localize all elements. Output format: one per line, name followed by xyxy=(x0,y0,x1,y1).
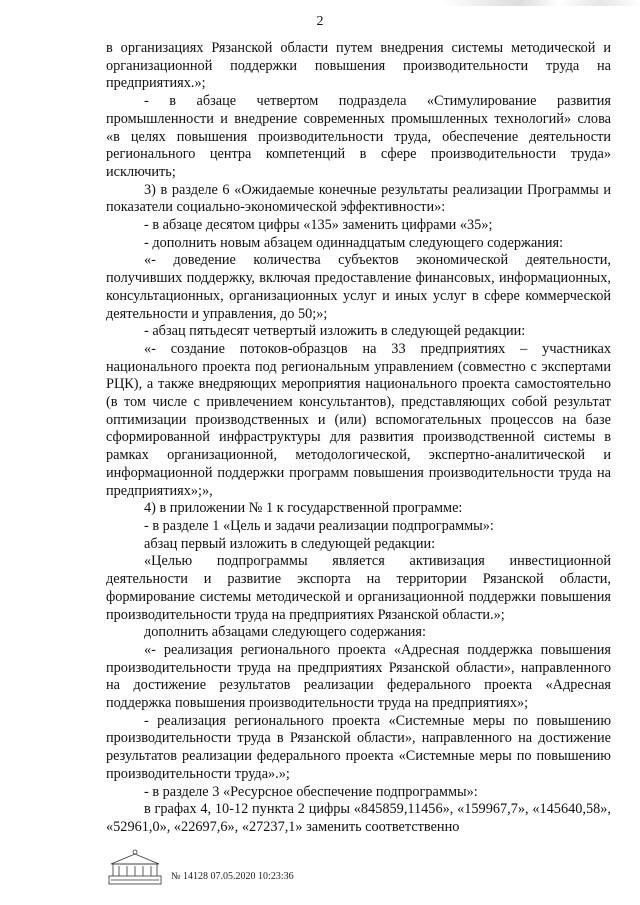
paragraph: 3) в разделе 6 «Ожидаемые конечные результаты реализации Программы и показатели социально-экономической эффективности»: xyxy=(106,181,611,216)
paragraph: - дополнить новым абзацем одиннадцатым следующего содержания: xyxy=(144,234,564,251)
paragraph: - в абзаце десятом цифры «135» заменить цифрами «35»; xyxy=(144,217,493,234)
paragraph: «- создание потоков-образцов на 33 предприятиях – участниках национального проекта под региональным управлением (совместно с экспертами РЦК), а также внедряющих мероприятия национального проекта самостоятельно (в том числе с привлечением консультантов), представляющих собой результат оптимизации производственных и (или) вспомогательных процессов на базе сформированной инфраструктуры для развития производственной системы в рамках организационной, методологической, экспертно-аналитической и информационной поддержки программ повышения производительности труда на предприятиях»;», xyxy=(106,340,611,499)
paragraph: 4) в приложении № 1 к государственной программе: xyxy=(144,500,463,517)
document-stamp: № 14128 07.05.2020 10:23:36 xyxy=(171,871,294,882)
paragraph: дополнить абзацами следующего содержания: xyxy=(144,624,426,641)
paragraph: - реализация регионального проекта «Системные меры по повышению производительности труда в Рязанской области», направленного на достижение результатов реализации федерального проекта «Системные меры по повышению производительности труда».»; xyxy=(106,712,611,782)
paragraph: - абзац пятьдесят четвертый изложить в следующей редакции: xyxy=(144,323,526,340)
document-footer xyxy=(105,846,294,886)
page-number: 2 xyxy=(316,14,324,29)
document-body xyxy=(106,40,611,837)
paragraph: «- доведение количества субъектов экономической деятельности, получивших поддержку, включая предоставление финансовых, информационных, консультационных, организационных услуг и иных услуг в сфере коммерческой деятельности и управления, до 50;»; xyxy=(106,252,611,322)
paragraph: в организациях Рязанской области путем внедрения системы методической и организационной поддержки повышения производительности труда на предприятиях.»; xyxy=(106,40,611,92)
government-building-icon xyxy=(105,846,165,886)
paragraph: в графах 4, 10-12 пункта 2 цифры «845859,11456», «159967,7», «145640,58», «52961,0», «22697,6», «27237,1» заменить соответственно xyxy=(106,801,611,835)
scan-noise xyxy=(440,0,640,6)
paragraph: - в разделе 3 «Ресурсное обеспечение подпрограммы»: xyxy=(144,783,478,800)
paragraph: «- реализация регионального проекта «Адресная поддержка повышения производительности труда на предприятиях Рязанской области», направленного на достижение результатов реализации федерального проекта «Адресная поддержка повышения производительности труда на предприятиях»; xyxy=(106,641,611,712)
paragraph: - в разделе 1 «Цель и задачи реализации подпрограммы»: xyxy=(144,517,494,534)
paragraph: - в абзаце четвертом подраздела «Стимулирование развития промышленности и внедрение современных промышленных технологий» слова «в целях повышения производительности труда, обеспечение деятельности регионального центра компетенций в сфере производительности труда» исключить; xyxy=(106,93,611,180)
paragraph: «Целью подпрограммы является активизация инвестиционной деятельности и развитие экспорта на территории Рязанской области, формирование системы методической и организационной поддержки повышения производительности труда на предприятиях Рязанской области.»; xyxy=(106,553,611,623)
paragraph: абзац первый изложить в следующей редакции: xyxy=(144,535,436,552)
